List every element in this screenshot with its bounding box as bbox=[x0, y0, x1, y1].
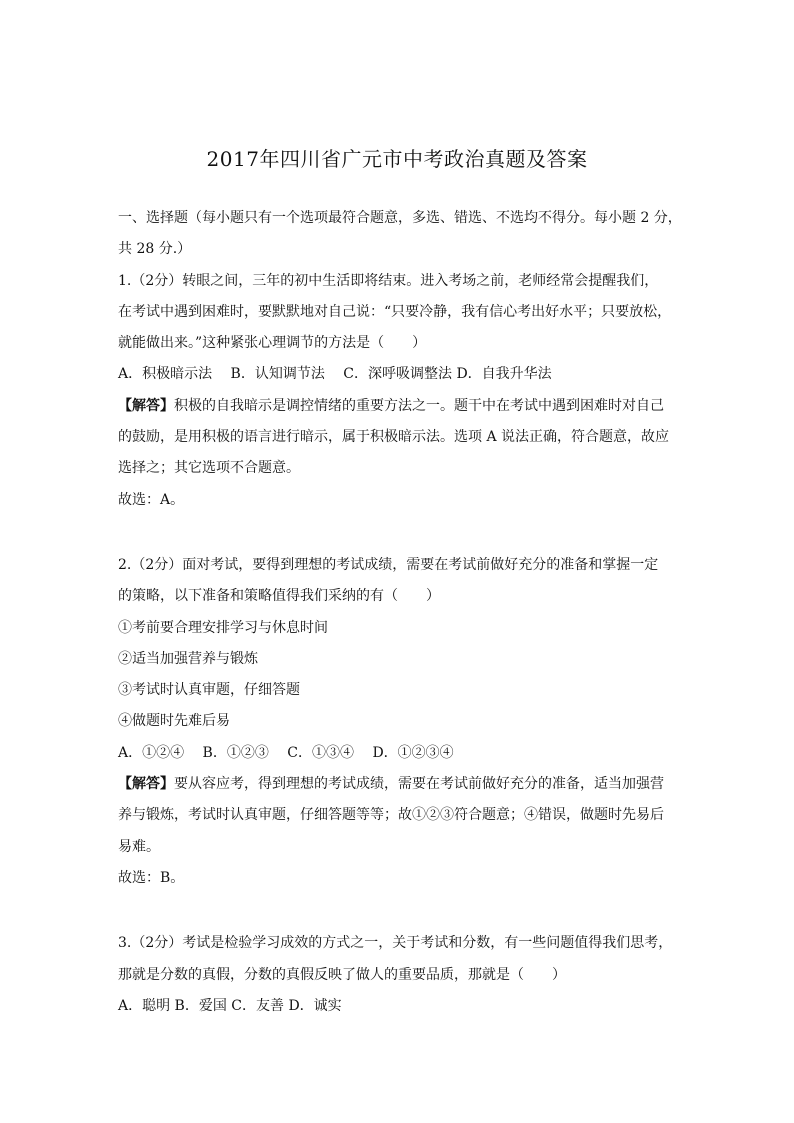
question-2-result: 故选：B。 bbox=[118, 869, 185, 886]
question-1-answer-line-2: 的鼓励，是用积极的语言进行暗示，属于积极暗示法。选项 A 说法正确，符合题意，故应 bbox=[118, 429, 670, 446]
question-3-line-2: 那就是分数的真假，分数的真假反映了做人的重要品质，那就是（ ） bbox=[118, 966, 566, 983]
question-2-answer-line-1 bbox=[118, 769, 678, 800]
document-body bbox=[118, 203, 682, 1022]
question-2-item-3: ③考试时认真审题，仔细答题 bbox=[118, 682, 300, 699]
question-2-line-2: 的策略，以下准备和策略值得我们采纳的有（ ） bbox=[118, 588, 440, 605]
question-3-line-1: 3.（2分）考试是检验学习成效的方式之一，关于考试和分数，有一些问题值得我们思考， bbox=[118, 935, 673, 952]
question-2-answer-line-2: 养与锻炼，考试时认真审题，仔细答题等等；故①②③符合题意；④错误，做题时先易后 bbox=[118, 807, 664, 824]
question-2-options: A．①②④ B．①②③ C．①③④ D．①②③④ bbox=[118, 744, 454, 761]
question-1-answer-line-3: 选择之；其它选项不合题意。 bbox=[118, 460, 300, 477]
document-title: 2017年四川省广元市中考政治真题及答案 bbox=[206, 147, 588, 171]
section-heading-line-1: 一、选择题（每小题只有一个选项最符合题意，多选、错选、不选均不得分。每小题 2 分， bbox=[118, 210, 682, 226]
answer-tag: 【解答】 bbox=[118, 776, 174, 793]
question-1 bbox=[118, 266, 678, 516]
question-3 bbox=[118, 928, 678, 1022]
question-1-line-2: 在考试中遇到困难时，要默默地对自己说：“只要冷静，我有信心考出好水平；只要放松， bbox=[118, 303, 672, 320]
spacer bbox=[118, 516, 678, 550]
question-2-item-1: ①考前要合理安排学习与休息时间 bbox=[118, 619, 328, 636]
answer-text: 积极的自我暗示是调控情绪的重要方法之一。题干中在考试中遇到困难时对自己 bbox=[174, 397, 664, 414]
question-3-options: A．聪明 B．爱国 C．友善 D．诚实 bbox=[118, 997, 342, 1014]
question-2-item-4: ④做题时先难后易 bbox=[118, 713, 230, 730]
spacer bbox=[118, 894, 678, 928]
section-heading-line-2: 共 28 分.） bbox=[118, 241, 192, 258]
question-2 bbox=[118, 550, 678, 894]
question-1-line-3: 就能做出来。”这种紧张心理调节的方法是（ ） bbox=[118, 335, 427, 352]
question-2-line-1: 2.（2分）面对考试，要得到理想的考试成绩，需要在考试前做好充分的准备和掌握一定 bbox=[118, 556, 659, 573]
question-2-item-2: ②适当加强营养与锻炼 bbox=[118, 650, 258, 667]
question-1-options: A．积极暗示法 B．认知调节法 C．深呼吸调整法 D．自我升华法 bbox=[118, 366, 552, 383]
question-1-line-1: 1.（2分）转眼之间，三年的初中生活即将结束。进入考场之前，老师经常会提醒我们， bbox=[118, 272, 659, 289]
answer-text: 要从容应考，得到理想的考试成绩，需要在考试前做好充分的准备，适当加强营 bbox=[174, 776, 664, 793]
question-2-answer-line-3: 易难。 bbox=[118, 838, 160, 855]
question-1-result: 故选：A。 bbox=[118, 491, 185, 508]
answer-tag: 【解答】 bbox=[118, 397, 174, 414]
question-1-answer-line-1 bbox=[118, 391, 678, 422]
